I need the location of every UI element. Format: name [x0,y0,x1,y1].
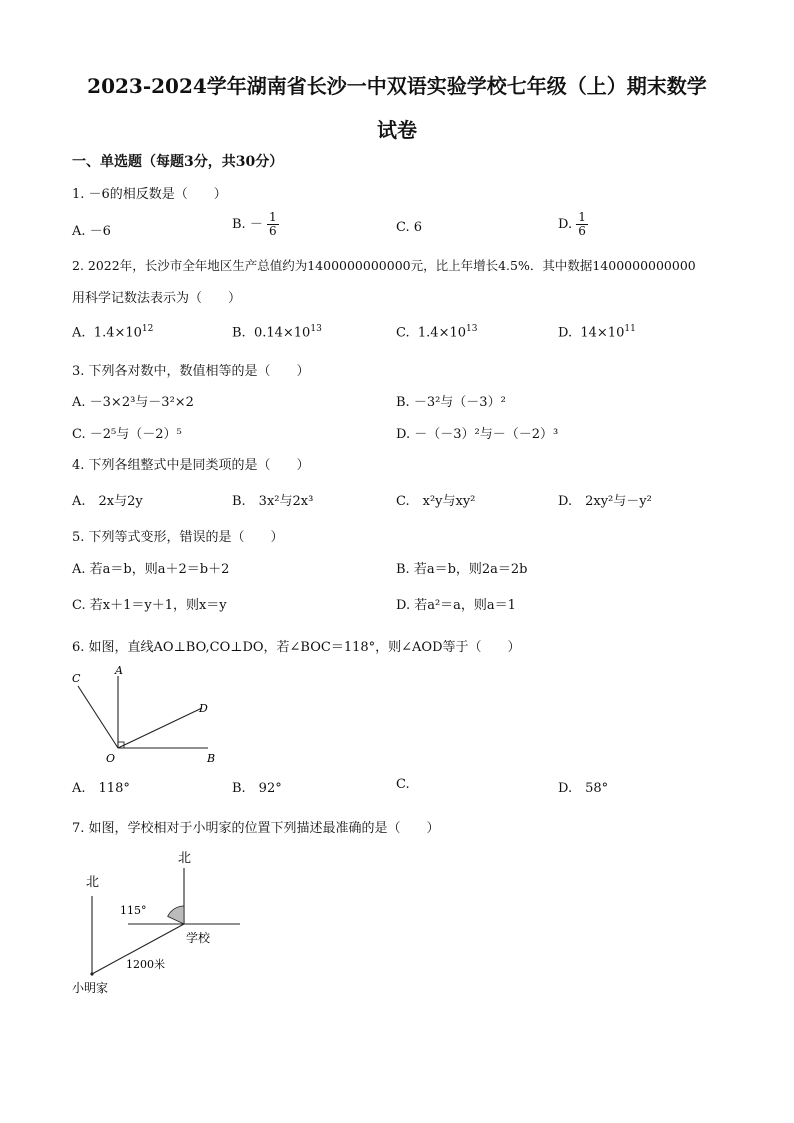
q6-option-c: C. [396,777,410,792]
question-5-stem: 5. 下列等式变形，错误的是（ ） [72,530,284,545]
question-2-stem-line2: 用科学记数法表示为（ ） [72,291,242,306]
q2-option-a [72,324,153,340]
q6-angle-figure [66,662,226,768]
q5-option-b: B. 若a＝b，则2a＝2b [396,562,528,577]
q5-option-c: C. 若x＋1＝y＋1，则x＝y [72,598,227,613]
q2-option-d-base: 14×10 [580,325,625,341]
q2-option-b-label: B. [232,325,246,341]
q1-option-b [232,211,279,238]
question-4-stem: 4. 下列各组整式中是同类项的是（ ） [72,458,310,473]
label-a: A [115,664,123,677]
q6-option-d: D. 58° [558,781,609,796]
q2-option-d [558,324,636,340]
question-1-stem: 1. －6的相反数是（ ） [72,187,227,202]
label-o: O [106,752,116,765]
q1-option-a: A. －6 [72,224,111,239]
ray-oc [78,686,118,748]
label-distance: 1200米 [126,958,165,971]
q5-option-d: D. 若a²＝a，则a＝1 [396,598,516,613]
q1-option-d-label: D. [558,217,577,232]
q1-option-b-label: B. － [232,217,263,232]
q2-option-c [396,324,477,340]
q6-option-a: A. 118° [72,781,130,796]
q3-option-d: D. －（－3）²与－（－2）³ [396,427,559,442]
question-6-stem: 6. 如图，直线AO⊥BO,CO⊥DO，若∠BOC＝118°，则∠AOD等于（ ） [72,640,521,655]
q1-option-c: C. 6 [396,220,423,235]
home-point [90,972,93,975]
fraction-numerator: 1 [268,210,277,224]
q4-option-a: A. 2x与2y [72,494,143,509]
q4-option-d: D. 2xy²与－y² [558,494,652,509]
q3-option-a: A. －3×2³与－3²×2 [72,395,194,410]
label-d: D [199,702,208,715]
label-b: B [207,752,216,765]
label-north-left: 北 [86,875,100,890]
doc-title-line2: 试卷 [377,118,417,142]
q2-option-c-base: 1.4×10 [417,325,466,341]
fraction-numerator: 1 [578,210,586,224]
q2-option-a-base: 1.4×10 [93,325,142,341]
label-angle: 115° [120,904,147,917]
q2-option-c-exponent: 13 [466,324,478,334]
q1-option-b-fraction [267,211,279,238]
q2-option-d-exponent: 11 [624,324,636,334]
q2-option-b [232,324,322,340]
q2-option-c-label: C. [396,325,410,341]
section-header: 一、单选题（每题3分，共30分） [72,154,284,170]
ray-od [118,708,202,748]
label-north-right: 北 [178,851,192,866]
q2-option-d-label: D. [558,325,573,341]
question-2-stem-line1: 2. 2022年，长沙市全年地区生产总值约为1400000000000元，比上年增长4.5%．其中数据1400000000000 [72,258,696,273]
q2-option-b-exponent: 13 [310,324,322,334]
doc-title-line1: 2023-2024学年湖南省长沙一中双语实验学校七年级（上）期末数学 [87,74,707,98]
q5-option-a: A. 若a＝b，则a＋2＝b＋2 [72,562,230,577]
q2-option-b-base: 0.14×10 [253,325,311,341]
question-3-stem: 3. 下列各对数中，数值相等的是（ ） [72,364,310,379]
q2-option-a-label: A. [72,325,86,341]
q4-option-c: C. x²y与xy² [396,494,476,509]
label-school: 学校 [186,931,211,945]
q1-option-d-fraction [576,211,588,238]
fraction-denominator: 6 [268,224,277,238]
q3-option-c: C. －2⁵与（－2）⁵ [72,427,182,442]
q4-option-b: B. 3x²与2x³ [232,494,314,509]
q7-direction-figure [70,844,250,1000]
label-home: 小明家 [72,981,109,995]
q6-option-b: B. 92° [232,781,282,796]
q2-option-a-exponent: 12 [141,324,154,334]
q1-option-d [558,211,588,238]
q3-option-b: B. －3²与（－3）² [396,395,506,410]
angle-sector [168,906,184,924]
fraction-denominator: 6 [578,224,586,238]
label-c: C [72,672,81,685]
question-7-stem: 7. 如图，学校相对于小明家的位置下列描述最准确的是（ ） [72,821,440,836]
